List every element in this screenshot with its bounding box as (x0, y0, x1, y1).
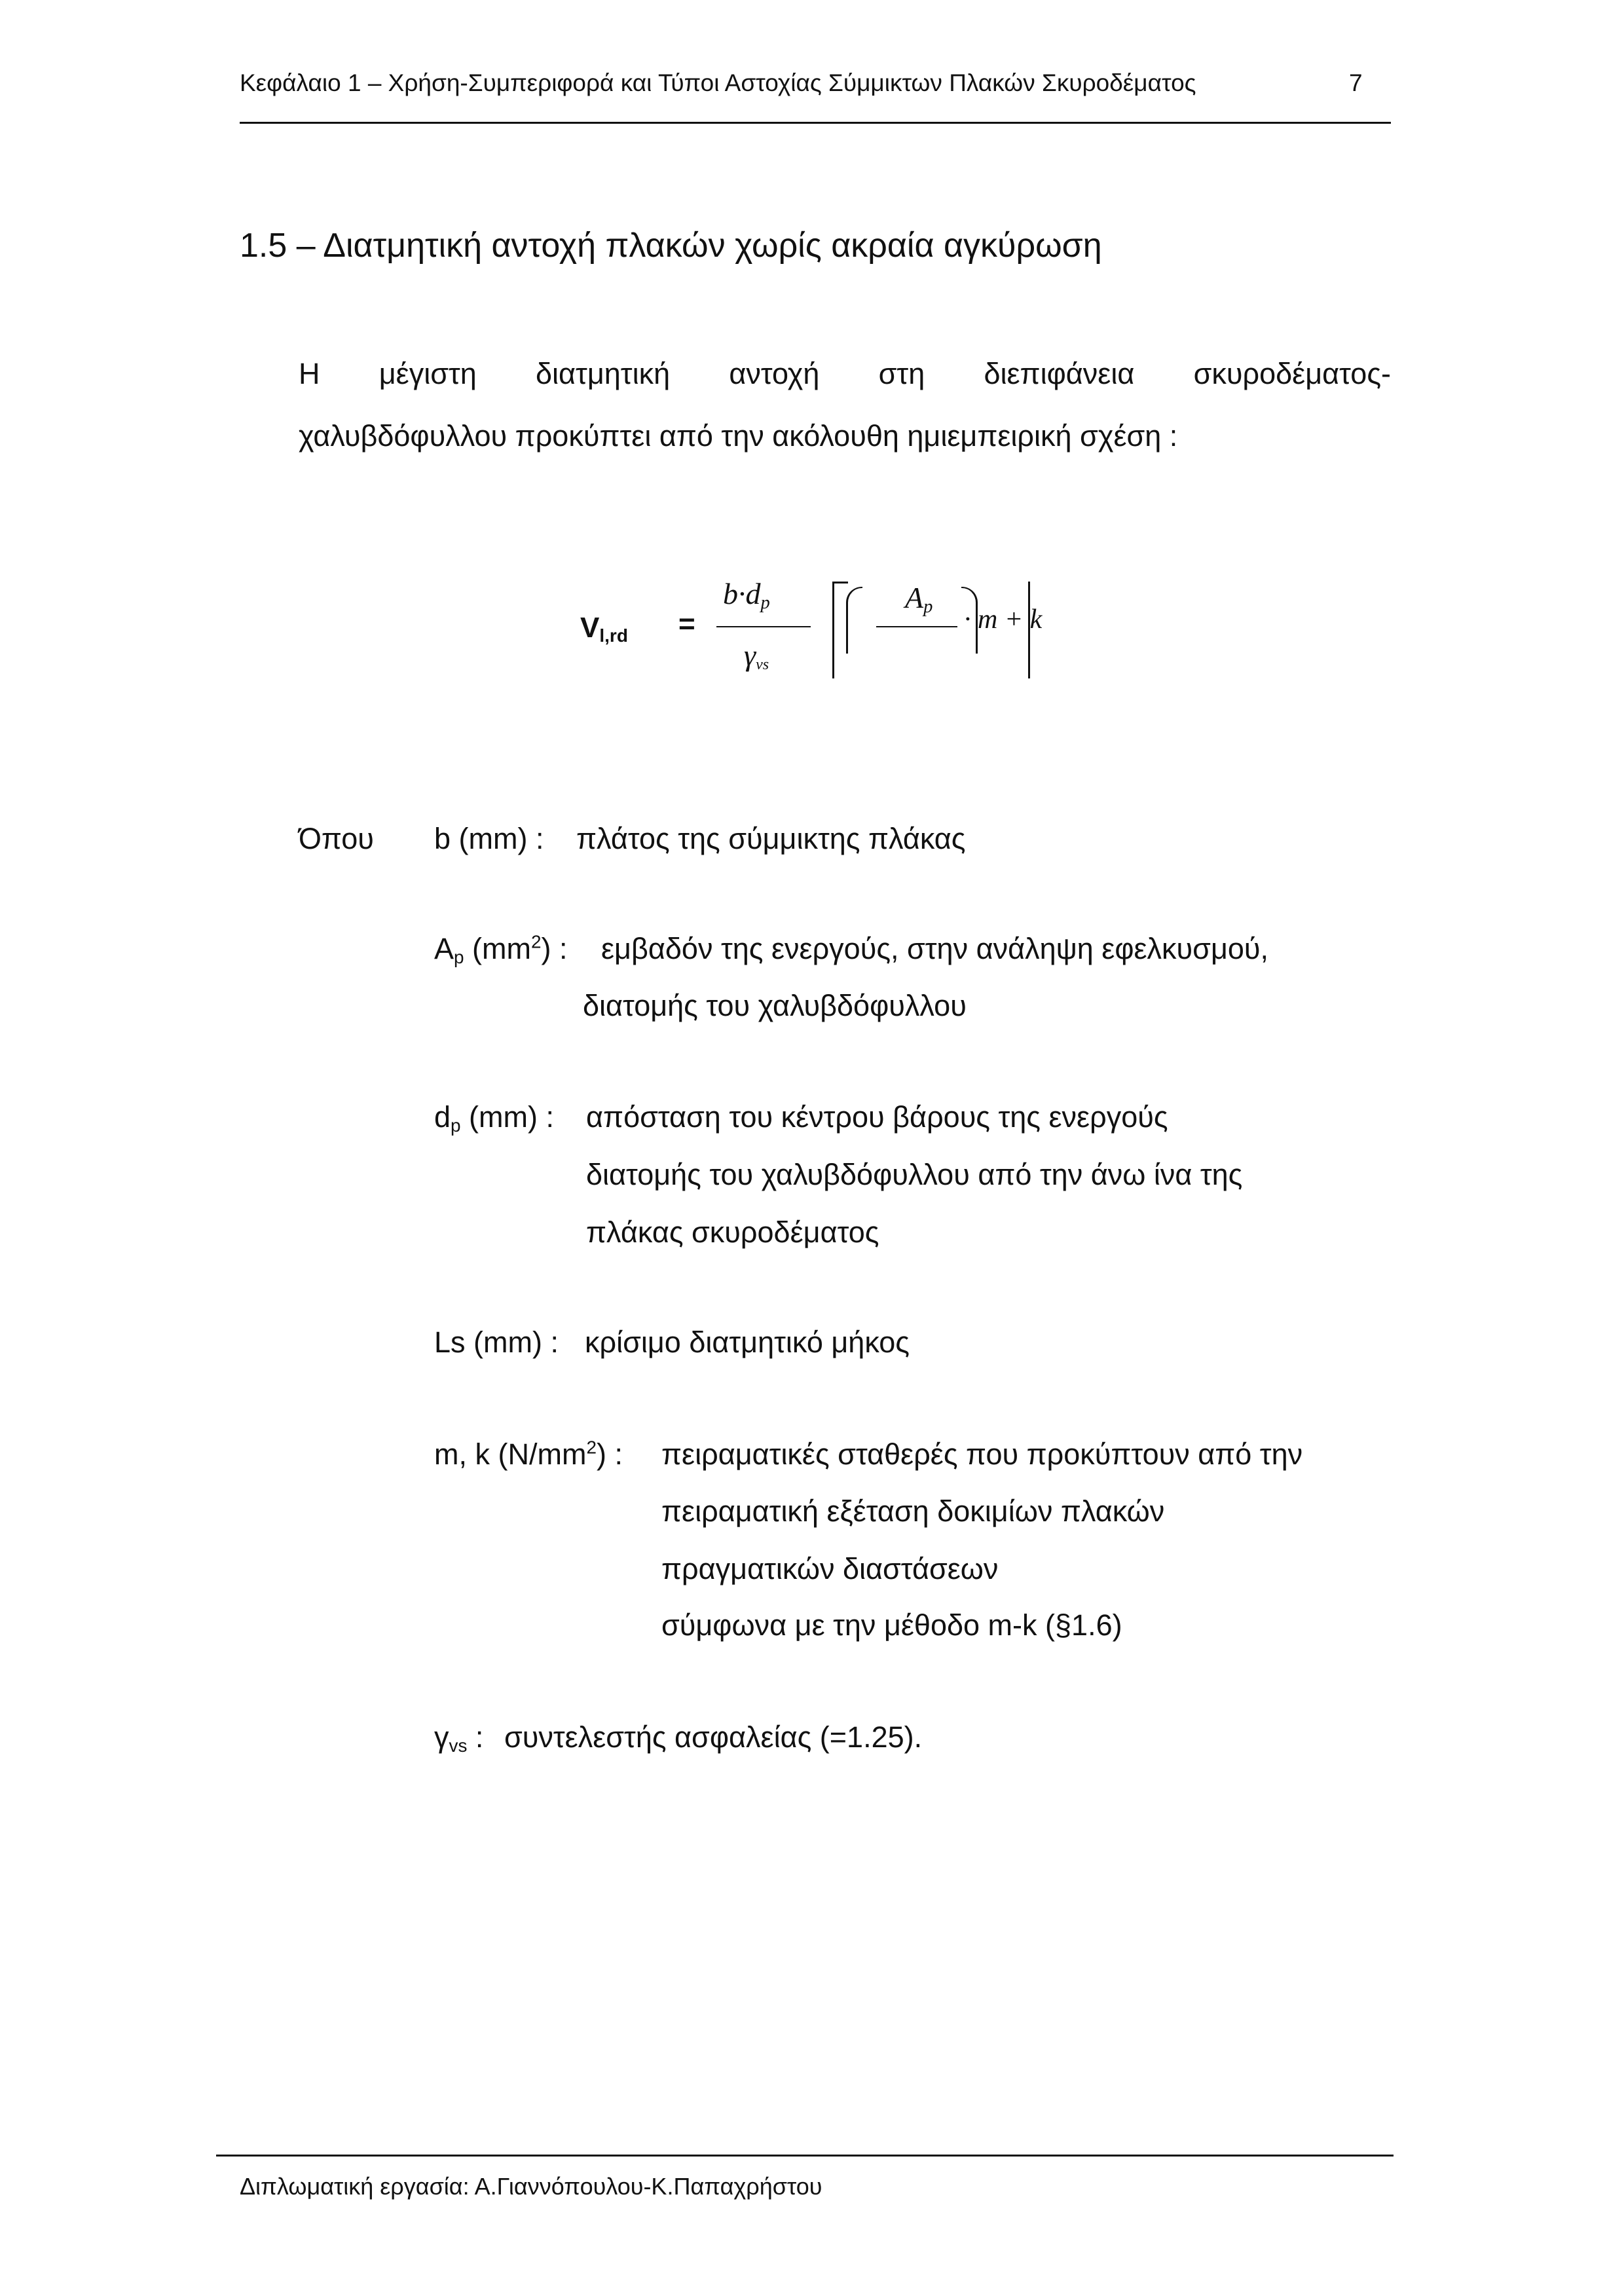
def-mk-line-2: πειραματική εξέταση δοκιμίων πλακών (661, 1494, 1165, 1528)
intro-word: διεπιφάνεια (984, 357, 1135, 390)
def-ap-line-2: διατομής του χαλυβδόφυλλου (583, 989, 967, 1022)
formula-tail: · m + k (964, 604, 1043, 635)
outer-bracket-top (832, 582, 848, 583)
intro-word: Η (299, 357, 320, 390)
def-ap-term: $A_p$ $(mm^2)$ : (434, 931, 568, 967)
def-b-text: πλάτος της σύμμικτης πλάκας (576, 822, 966, 855)
page-number: 7 (1349, 69, 1363, 96)
footer-rule (216, 2155, 1394, 2157)
def-mk-line-3: πραγματικών διαστάσεων (661, 1552, 999, 1585)
def-dp-term: $d_p$ (mm) : (434, 1100, 554, 1136)
formula-equals: = (678, 608, 695, 640)
intro-word: διατμητική (536, 357, 671, 390)
fraction-bar (716, 626, 811, 627)
def-gamma-text: συντελεστής ασφαλείας (=1.25). (504, 1720, 923, 1754)
footer-text: Διπλωματική εργασία: Α.Γιαννόπουλου-Κ.Παπαχρήστου (240, 2173, 822, 2200)
intro-word: στη (878, 357, 925, 390)
def-ls-term: Ls (mm) : (434, 1325, 559, 1359)
shear-formula (568, 565, 1053, 682)
def-mk-line-1: πειραματικές σταθερές που προκύπτουν από την (661, 1437, 1303, 1471)
definition-intro: Όπου (299, 822, 374, 855)
intro-word: μέγιστη (379, 357, 477, 390)
inner-fraction-bar (876, 626, 957, 627)
header-rule (240, 122, 1391, 124)
def-dp-line-3: πλάκας σκυροδέματος (586, 1215, 879, 1249)
def-b-term: b (mm) : (434, 822, 544, 855)
intro-line-1 (299, 357, 1391, 391)
def-dp-line-2: διατομής του χαλυβδόφυλλου από την άνω ίνα της (586, 1158, 1243, 1191)
def-gamma-term: $\gamma_{vs}$ : (434, 1720, 484, 1756)
section-title: 1.5 – Διατμητική αντοχή πλακών χωρίς ακραία αγκύρωση (240, 227, 1102, 265)
def-ls-text: κρίσιμο διατμητικό μήκος (585, 1325, 910, 1359)
intro-line-2: χαλυβδόφυλλου προκύπτει από την ακόλουθη ημιεμπειρική σχέση : (299, 419, 1178, 453)
formula-numerator: $b\cdot d_p$ (723, 577, 770, 614)
intro-word: αντοχή (729, 357, 820, 390)
outer-bracket-left (832, 582, 834, 678)
inner-paren-left (846, 587, 862, 654)
def-dp-line-1: απόσταση του κέντρου βάρους της ενεργούς (586, 1100, 1168, 1134)
formula-lhs: $V_{l,rd}$ (580, 612, 628, 646)
def-mk-line-4: σύμφωνα με την μέθοδο m-k (§1.6) (661, 1608, 1122, 1642)
def-ap-line-1: εμβαδόν της ενεργούς, στην ανάληψη εφελκυσμού, (601, 932, 1269, 965)
def-mk-term: m, k $(N/mm^2)$ : (434, 1437, 623, 1471)
inner-numerator: $A_p$ (905, 581, 933, 618)
running-header: Κεφάλαιο 1 – Χρήση-Συμπεριφορά και Τύποι Αστοχίας Σύμμικτων Πλακών Σκυροδέματος (240, 69, 1196, 96)
intro-word: σκυροδέματος- (1193, 357, 1391, 390)
formula-denominator: $\gamma_{vs}$ (744, 639, 769, 673)
